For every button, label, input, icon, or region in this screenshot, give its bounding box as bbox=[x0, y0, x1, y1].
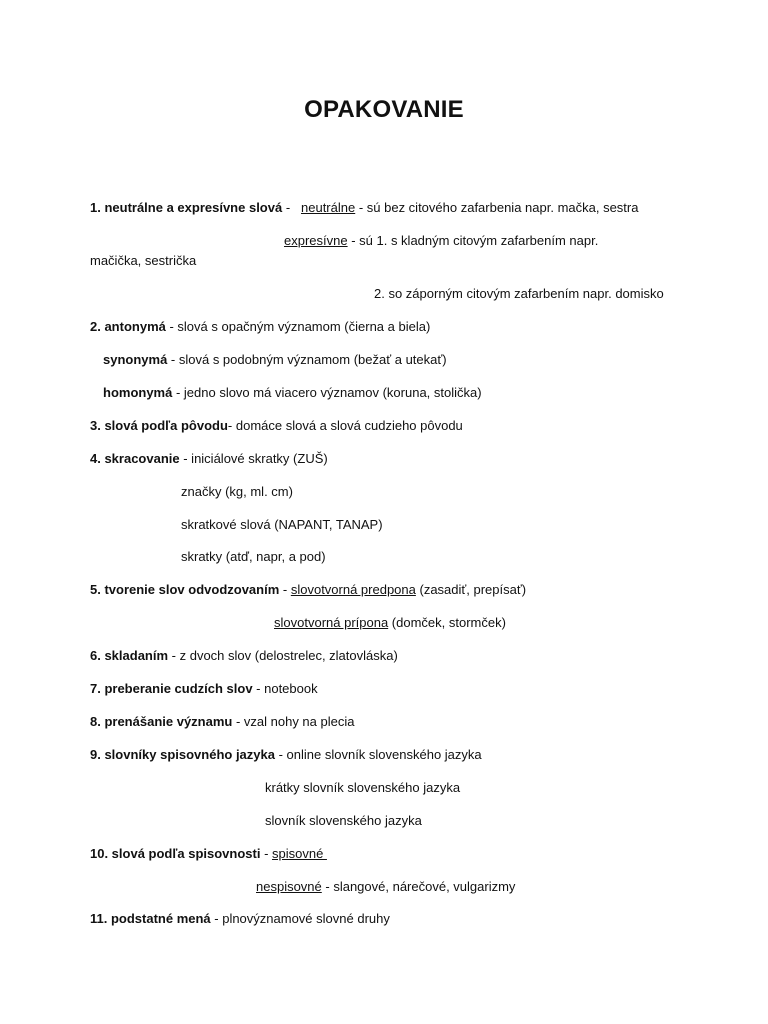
page-title: OPAKOVANIE bbox=[304, 96, 464, 123]
item-1-line-1 bbox=[90, 200, 638, 216]
item-1-negative-definition: 2. so záporným citovým zafarbením napr. domisko bbox=[374, 286, 664, 301]
item-1-separator: - bbox=[282, 200, 301, 215]
item-1-line-2 bbox=[284, 233, 598, 249]
item-10-line-1 bbox=[90, 846, 327, 862]
item-5-term-prefix: slovotvorná predpona bbox=[290, 582, 416, 597]
item-10-term-nonstandard: nespisovné bbox=[256, 879, 322, 894]
item-5-line-2 bbox=[274, 615, 506, 631]
item-2-synonyms-heading: synonymá bbox=[103, 352, 168, 367]
item-4-line-1 bbox=[90, 451, 328, 467]
item-10-line-2 bbox=[256, 879, 515, 895]
item-8-line bbox=[90, 714, 354, 730]
item-9-definition: - online slovník slovenského jazyka bbox=[274, 747, 482, 762]
item-4-line-3 bbox=[181, 517, 383, 533]
item-2-line-3 bbox=[103, 385, 482, 401]
item-4-subitem-1: značky (kg, ml. cm) bbox=[181, 484, 293, 499]
item-5-term-suffix: slovotvorná prípona bbox=[274, 615, 389, 630]
item-9-subitem-2: slovník slovenského jazyka bbox=[265, 813, 422, 828]
item-5-separator: - bbox=[279, 582, 291, 597]
item-11-line bbox=[90, 911, 390, 927]
item-6-heading: 6. skladaním bbox=[90, 648, 169, 663]
item-2-line-2 bbox=[103, 352, 447, 368]
item-2-heading: 2. antonymá bbox=[90, 319, 166, 334]
item-5-heading: 5. tvorenie slov odvodzovaním bbox=[90, 582, 280, 597]
item-4-heading: 4. skracovanie bbox=[90, 451, 180, 466]
item-7-definition: - notebook bbox=[252, 681, 318, 696]
item-9-heading: 9. slovníky spisovného jazyka bbox=[90, 747, 275, 762]
item-4-definition: - iniciálové skratky (ZUŠ) bbox=[179, 451, 328, 466]
item-4-line-2 bbox=[181, 484, 293, 500]
item-10-term-standard: spisovné bbox=[272, 846, 327, 861]
item-2-line-1 bbox=[90, 319, 430, 335]
item-1-line-3 bbox=[90, 253, 196, 269]
item-5-line-1 bbox=[90, 582, 526, 598]
item-9-line-3 bbox=[265, 813, 422, 829]
item-9-subitem-1: krátky slovník slovenského jazyka bbox=[265, 780, 461, 795]
item-4-line-4 bbox=[181, 549, 326, 565]
item-11-heading: 11. podstatné mená bbox=[90, 911, 211, 926]
item-3-heading: 3. slová podľa pôvodu bbox=[90, 418, 228, 433]
item-1-term-expressive: expresívne bbox=[284, 233, 348, 248]
item-2-homonyms-heading: homonymá bbox=[103, 385, 173, 400]
item-5-prefix-examples: (zasadiť, prepísať) bbox=[415, 582, 527, 597]
item-1-term-neutral: neutrálne bbox=[301, 200, 356, 215]
item-2-definition: - slová s opačným významom (čierna a biela) bbox=[165, 319, 431, 334]
item-2-synonyms-definition: - slová s podobným významom (bežať a utekať) bbox=[167, 352, 447, 367]
item-4-subitem-2: skratkové slová (NAPANT, TANAP) bbox=[181, 517, 383, 532]
item-3-definition: - domáce slová a slová cudzieho pôvodu bbox=[227, 418, 463, 433]
item-5-suffix-examples: (domček, stormček) bbox=[388, 615, 506, 630]
item-9-line-2 bbox=[265, 780, 460, 796]
item-6-definition: - z dvoch slov (delostrelec, zlatovláska) bbox=[168, 648, 398, 663]
item-11-definition: - plnovýznamové slovné druhy bbox=[210, 911, 390, 926]
item-1-expressive-examples: mačička, sestrička bbox=[90, 253, 197, 268]
item-3-line bbox=[90, 418, 463, 434]
item-10-heading: 10. slová podľa spisovnosti bbox=[90, 846, 261, 861]
item-2-homonyms-definition: - jedno slovo má viacero významov (koruna, stolička) bbox=[172, 385, 482, 400]
item-10-nonstandard-definition: - slangové, nárečové, vulgarizmy bbox=[321, 879, 516, 894]
item-9-line-1 bbox=[90, 747, 482, 763]
item-1-line-4 bbox=[374, 286, 664, 302]
item-1-neutral-definition: - sú bez citového zafarbenia napr. mačka, sestra bbox=[355, 200, 639, 215]
item-6-line bbox=[90, 648, 398, 664]
item-7-line bbox=[90, 681, 318, 697]
item-8-heading: 8. prenášanie významu bbox=[90, 714, 233, 729]
item-1-expressive-definition: - sú 1. s kladným citovým zafarbením napr. bbox=[347, 233, 599, 248]
item-10-separator: - bbox=[260, 846, 273, 861]
item-7-heading: 7. preberanie cudzích slov bbox=[90, 681, 253, 696]
item-8-definition: - vzal nohy na plecia bbox=[232, 714, 355, 729]
item-4-subitem-3: skratky (atď, napr, a pod) bbox=[181, 549, 326, 564]
item-1-heading: 1. neutrálne a expresívne slová bbox=[90, 200, 283, 215]
